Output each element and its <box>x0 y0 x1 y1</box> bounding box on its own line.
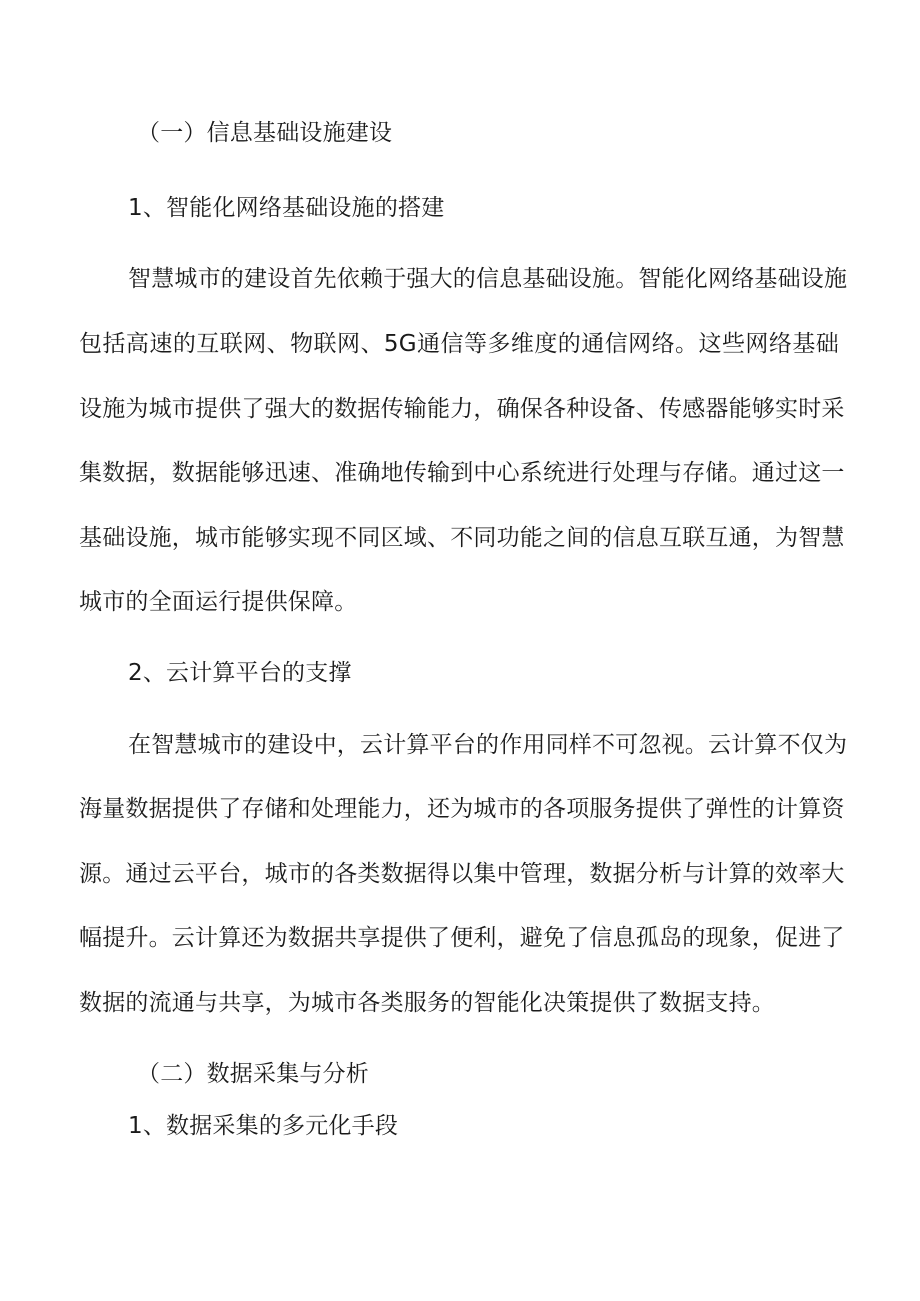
subsection-heading: 1、智能化网络基础设施的搭建 <box>128 195 445 221</box>
paragraph-line: 源。通过云平台，城市的各类数据得以集中管理，数据分析与计算的效率大 <box>79 861 845 887</box>
section-heading: （一）信息基础设施建设 <box>137 120 393 146</box>
paragraph-line: 基础设施，城市能够实现不同区域、不同功能之间的信息互联互通，为智慧 <box>79 525 845 551</box>
paragraph-line: 在智慧城市的建设中，云计算平台的作用同样不可忽视。云计算不仅为 <box>128 732 848 758</box>
paragraph-line: 海量数据提供了存储和处理能力，还为城市的各项服务提供了弹性的计算资 <box>79 796 845 822</box>
paragraph-line: 集数据，数据能够迅速、准确地传输到中心系统进行处理与存储。通过这一 <box>79 460 845 486</box>
paragraph-line: 城市的全面运行提供保障。 <box>79 589 358 615</box>
subsection-heading: 2、云计算平台的支撑 <box>128 660 352 686</box>
section-heading: （二）数据采集与分析 <box>137 1061 369 1087</box>
paragraph-line: 包括高速的互联网、物联网、5G通信等多维度的通信网络。这些网络基础 <box>79 331 839 357</box>
subsection-heading: 1、数据采集的多元化手段 <box>128 1113 399 1139</box>
paragraph-line: 数据的流通与共享，为城市各类服务的智能化决策提供了数据支持。 <box>79 990 775 1016</box>
paragraph-line: 幅提升。云计算还为数据共享提供了便利，避免了信息孤岛的现象，促进了 <box>79 925 845 951</box>
paragraph-line: 智慧城市的建设首先依赖于强大的信息基础设施。智能化网络基础设施 <box>128 266 848 292</box>
paragraph-line: 设施为城市提供了强大的数据传输能力，确保各种设备、传感器能够实时采 <box>79 396 845 422</box>
